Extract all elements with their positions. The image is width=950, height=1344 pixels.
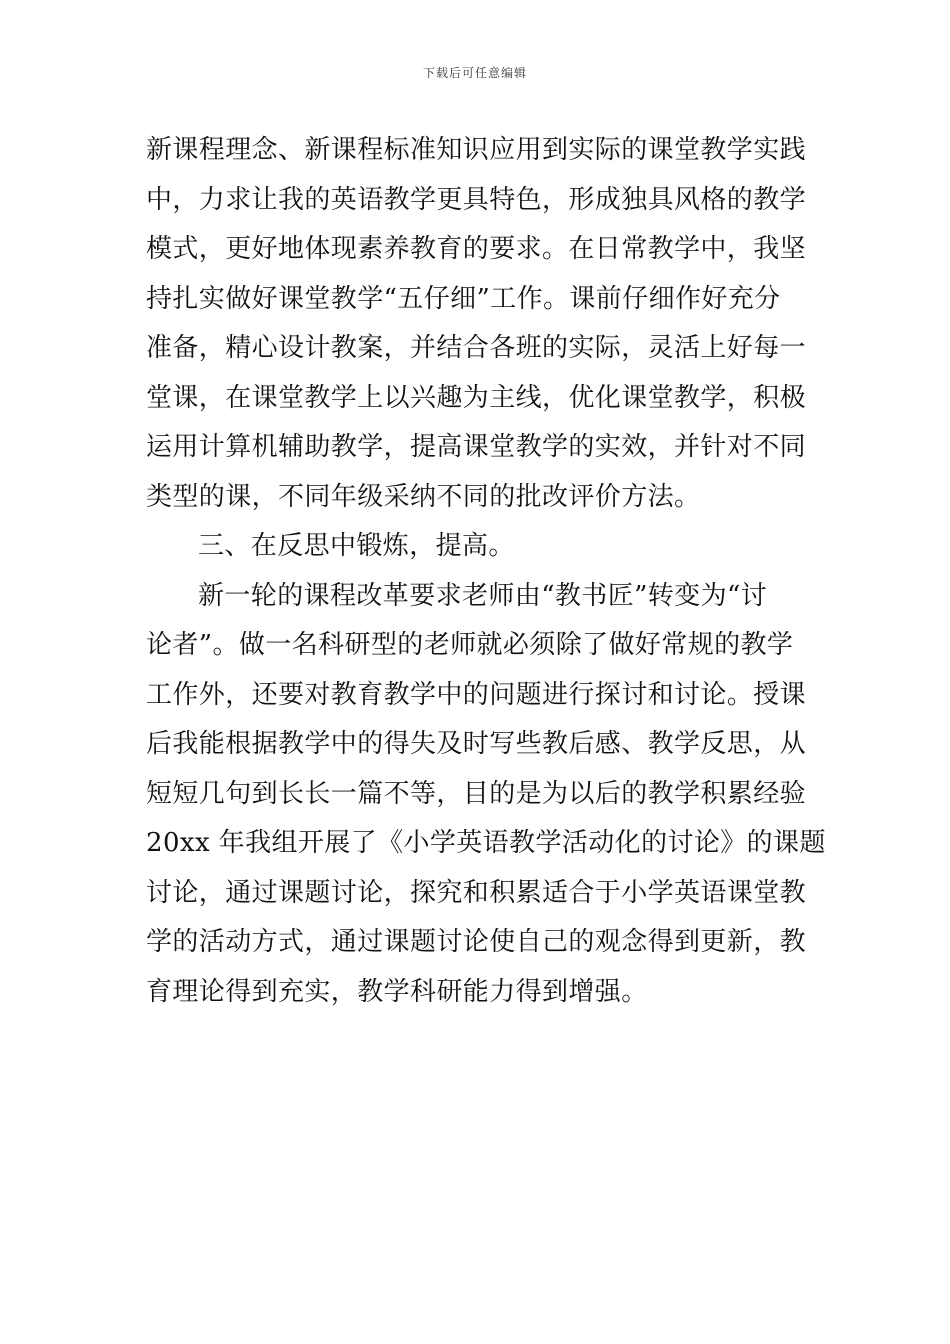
text-line: 新一轮的课程改革要求老师由“教书匠”转变为“讨: [198, 580, 768, 611]
text-line: 学的活动方式，通过课题讨论使自己的观念得到更新，教: [146, 927, 807, 957]
text-line: 新课程理念、新课程标准知识应用到实际的课堂教学实践: [146, 135, 807, 165]
text-line: 持扎实做好课堂教学“五仔细”工作。课前仔细作好充分: [146, 283, 781, 314]
text-line: 论者”。做一名科研型的老师就必须除了做好常规的教学: [146, 630, 794, 660]
document-body: [146, 126, 826, 1017]
text-line: 类型的课，不同年级采纳不同的批改评价方法。: [146, 481, 701, 512]
text-line: 模式，更好地体现素养教育的要求。在日常教学中，我坚: [146, 234, 807, 264]
text-line: 工作外，还要对教育教学中的问题进行探讨和讨论。授课: [146, 679, 807, 710]
text-line: 准备，精心设计教案，并结合各班的实际，灵活上好每一: [146, 333, 807, 363]
text-line: 短短几句到长长一篇不等，目的是为以后的教学积累经验: [146, 778, 807, 809]
text-line: 中，力求让我的英语教学更具特色，形成独具风格的教学: [146, 184, 807, 215]
text-line: 运用计算机辅助教学，提高课堂教学的实效，并针对不同: [146, 432, 807, 462]
section-heading: 三、在反思中锻炼，提高。: [198, 531, 515, 561]
text-line: 育理论得到充实，教学科研能力得到增强。: [146, 976, 648, 1007]
text-line: 后我能根据教学中的得失及时写些教后感、教学反思，从: [146, 729, 807, 759]
text-line: 堂课，在课堂教学上以兴趣为主线，优化课堂教学，积极: [146, 382, 807, 413]
page-header: 下载后可任意编辑: [422, 66, 527, 80]
text-line: 讨论，通过课题讨论，探究和积累适合于小学英语课堂教: [146, 877, 807, 908]
text-line: 20xx 年我组开展了《小学英语教学活动化的讨论》的课题: [146, 828, 826, 858]
